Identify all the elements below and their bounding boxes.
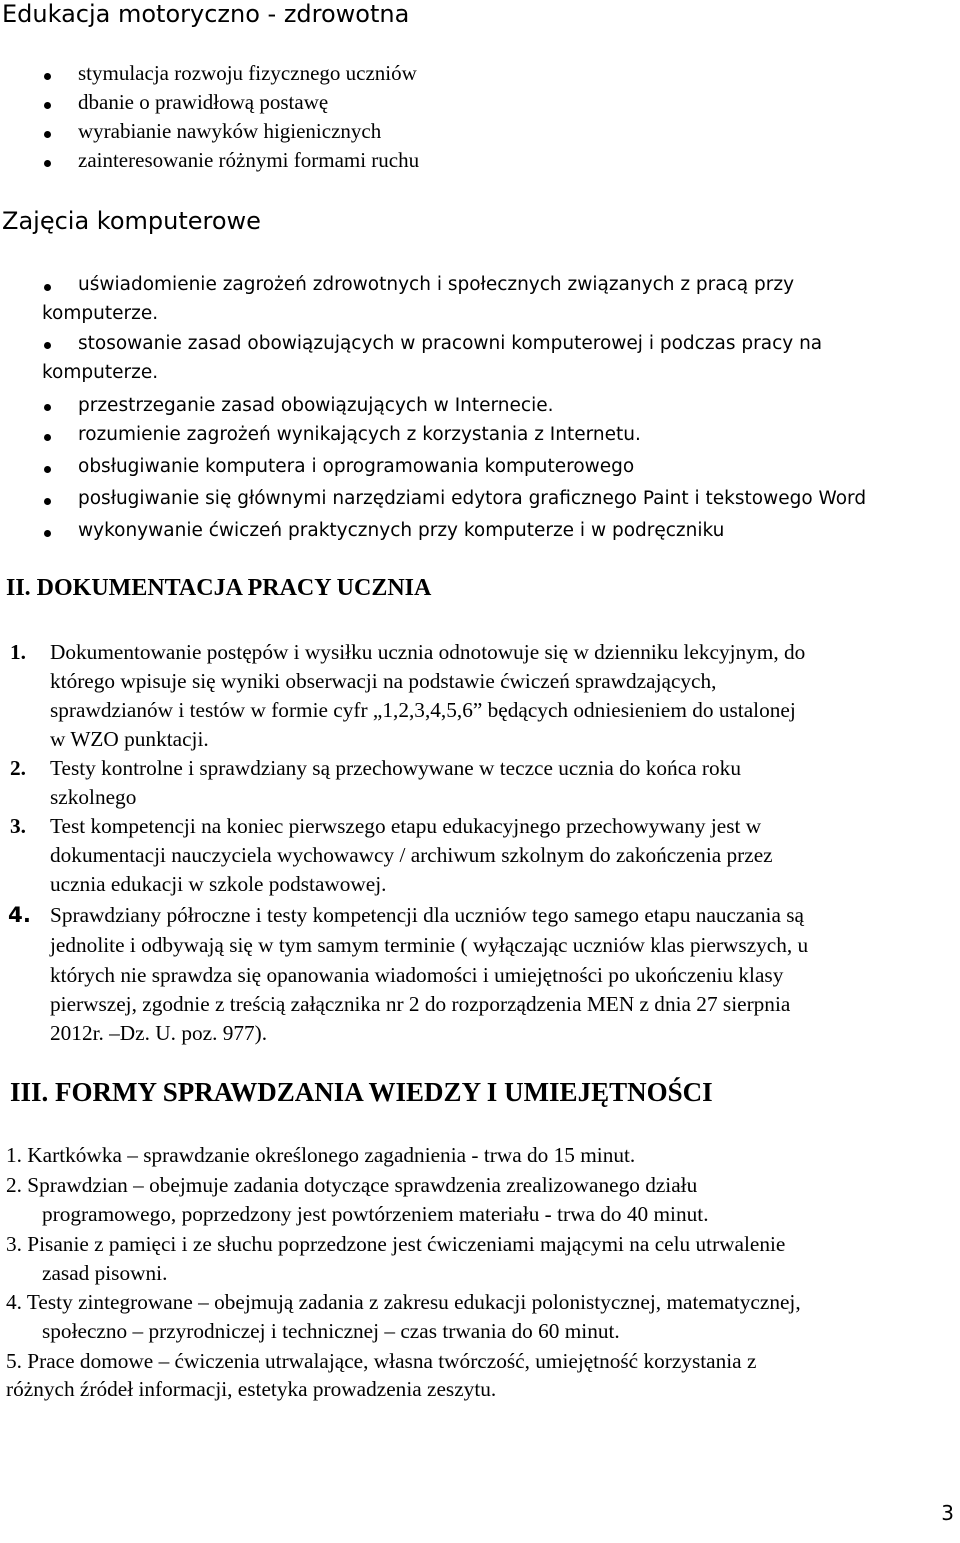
form-item-line: 5. Prace domowe – ćwiczenia utrwalające, własna twórczość, umiejętność korzystania z — [6, 1349, 757, 1373]
bullet-icon — [44, 73, 51, 80]
list-item-continuation: komputerze. — [42, 303, 159, 324]
numbered-item-line: którego wpisuje się wyniki obserwacji na podstawie ćwiczeń sprawdzających, — [50, 669, 717, 693]
list-item: stymulacja rozwoju fizycznego uczniów — [78, 61, 417, 85]
numbered-item-line: Dokumentowanie postępów i wysiłku ucznia odnotowuje się w dzienniku lekcyjnym, do — [50, 640, 806, 664]
bullet-icon — [44, 530, 51, 537]
bullet-icon — [44, 466, 51, 473]
bullet-icon — [44, 342, 51, 349]
list-item: uświadomienie zagrożeń zdrowotnych i społecznych związanych z pracą przy — [78, 274, 795, 295]
numbered-item-line: sprawdzianów i testów w formie cyfr „1,2,3,4,5,6” będących odniesieniem do ustalonej — [50, 698, 796, 722]
form-item-line: 2. Sprawdzian – obejmuje zadania dotyczące sprawdzenia zrealizowanego działu — [6, 1173, 698, 1197]
list-item: przestrzeganie zasad obowiązujących w Internecie. — [78, 395, 554, 416]
numbered-item-line: 2012r. –Dz. U. poz. 977). — [50, 1021, 268, 1045]
section-heading-formy-sprawdzania: III. FORMY SPRAWDZANIA WIEDZY I UMIEJĘTNOŚCI — [10, 1077, 713, 1107]
list-number: 4. — [8, 903, 31, 928]
bullet-icon — [44, 498, 51, 505]
numbered-item-line: Testy kontrolne i sprawdziany są przechowywane w teczce ucznia do końca roku — [50, 756, 741, 780]
list-item: obsługiwanie komputera i oprogramowania komputerowego — [78, 456, 635, 477]
list-number: 1. — [10, 640, 26, 664]
form-item-line: społeczno – przyrodniczej i technicznej – czas trwania do 60 minut. — [42, 1319, 620, 1343]
list-item: wykonywanie ćwiczeń praktycznych przy komputerze i w podręczniku — [78, 520, 725, 541]
bullet-icon — [44, 434, 51, 441]
form-item-line: 1. Kartkówka – sprawdzanie określonego zagadnienia - trwa do 15 minut. — [6, 1143, 636, 1167]
form-item-line: 3. Pisanie z pamięci i ze słuchu poprzedzone jest ćwiczeniami mającymi na celu utrwalenie — [6, 1232, 786, 1256]
list-item: stosowanie zasad obowiązujących w pracowni komputerowej i podczas pracy na — [78, 333, 823, 354]
numbered-item-line: w WZO punktacji. — [50, 727, 209, 751]
list-item: dbanie o prawidłową postawę — [78, 90, 329, 114]
numbered-item-line: których nie sprawdza się opanowania wiadomości i umiejętności po ukończeniu klasy — [50, 963, 784, 987]
form-item-line: 4. Testy zintegrowane – obejmują zadania z zakresu edukacji polonistycznej, matematycznej, — [6, 1290, 801, 1314]
bullet-icon — [44, 102, 51, 109]
bullet-icon — [44, 160, 51, 167]
bullet-icon — [44, 284, 51, 291]
form-item-line: różnych źródeł informacji, estetyka prowadzenia zeszytu. — [6, 1377, 497, 1401]
page-number: 3 — [941, 1501, 954, 1525]
numbered-item-line: ucznia edukacji w szkole podstawowej. — [50, 872, 387, 896]
numbered-item-line: pierwszej, zgodnie z treścią załącznika nr 2 do rozporządzenia MEN z dnia 27 sierpnia — [50, 992, 791, 1016]
list-item: posługiwanie się głównymi narzędziami edytora graficznego Paint i tekstowego Word — [78, 488, 867, 509]
bullet-icon — [44, 404, 51, 411]
list-item: wyrabianie nawyków higienicznych — [78, 119, 382, 143]
section-heading-dokumentacja: II. DOKUMENTACJA PRACY UCZNIA — [6, 575, 432, 601]
numbered-item-line: Test kompetencji na koniec pierwszego etapu edukacyjnego przechowywany jest w — [50, 814, 762, 838]
section-heading-zajecia-komputerowe: Zajęcia komputerowe — [2, 207, 261, 235]
list-item-continuation: komputerze. — [42, 362, 159, 383]
list-number: 2. — [10, 756, 26, 780]
numbered-item-line: szkolnego — [50, 785, 137, 809]
numbered-item-line: Sprawdziany półroczne i testy kompetencji dla uczniów tego samego etapu nauczania są — [50, 903, 804, 927]
list-item: rozumienie zagrożeń wynikających z korzystania z Internetu. — [78, 424, 641, 445]
section-heading-edukacja-motoryczna: Edukacja motoryczno - zdrowotna — [2, 0, 410, 28]
numbered-item-line: jednolite i odbywają się w tym samym terminie ( wyłączając uczniów klas pierwszych, u — [50, 933, 809, 957]
list-number: 3. — [10, 814, 26, 838]
form-item-line: programowego, poprzedzony jest powtórzeniem materiału - trwa do 40 minut. — [42, 1202, 709, 1226]
bullet-icon — [44, 131, 51, 138]
numbered-item-line: dokumentacji nauczyciela wychowawcy / archiwum szkolnym do zakończenia przez — [50, 843, 773, 867]
list-item: zainteresowanie różnymi formami ruchu — [78, 148, 420, 172]
form-item-line: zasad pisowni. — [42, 1261, 168, 1285]
